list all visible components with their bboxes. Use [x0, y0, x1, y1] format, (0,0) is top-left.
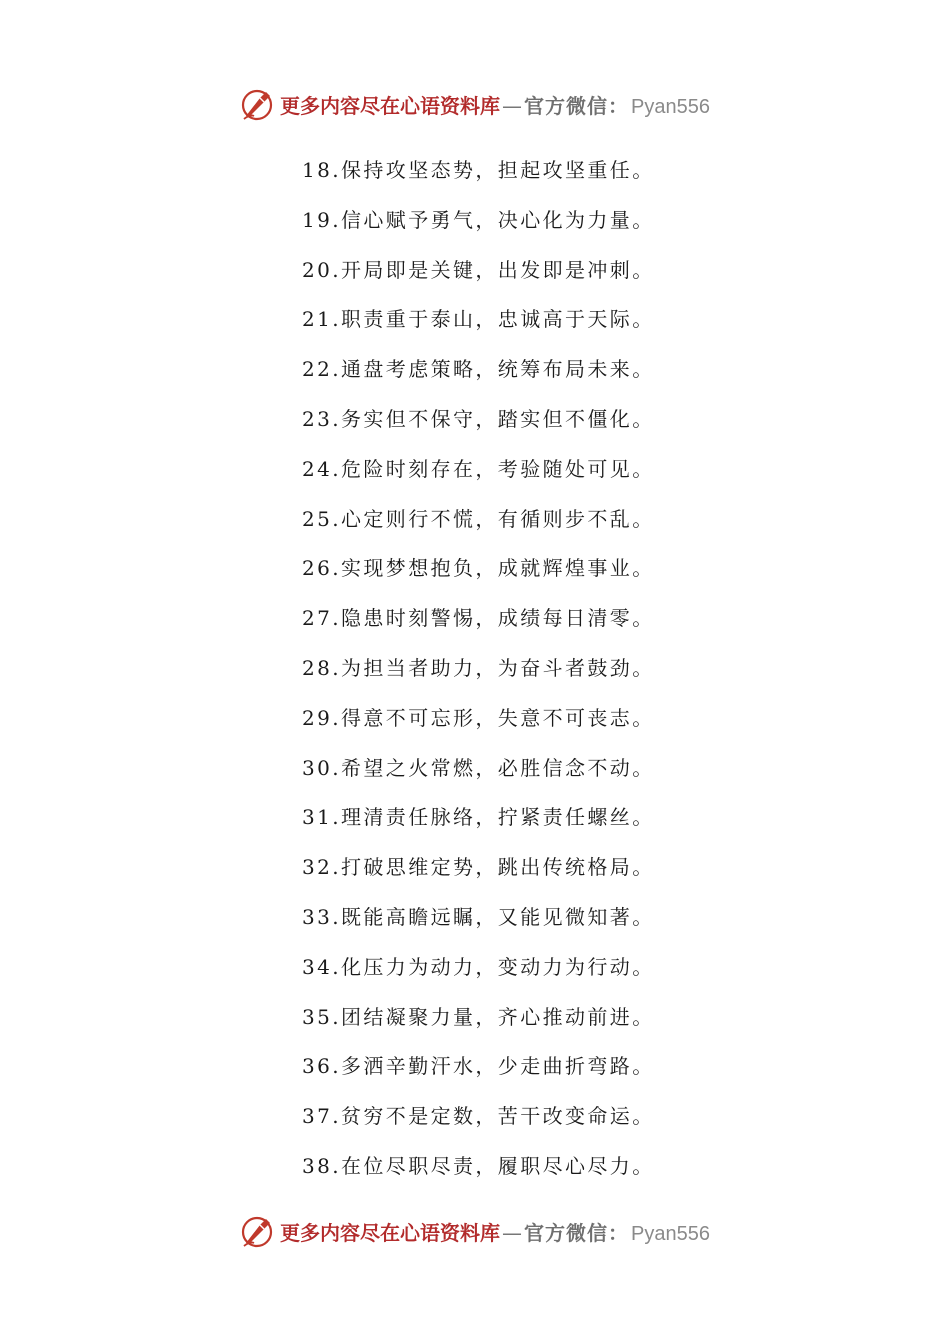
list-item: 35.团结凝聚力量，齐心推动前进。 [302, 1004, 655, 1029]
footer-banner-text [280, 1217, 710, 1246]
footer-banner [0, 1211, 950, 1251]
list-item: 34.化压力为动力，变动力为行动。 [302, 954, 655, 979]
list-item: 29.得意不可忘形，失意不可丧志。 [302, 705, 655, 730]
header-banner-text [280, 90, 710, 119]
list-item: 24.危险时刻存在，考验随处可见。 [302, 456, 655, 481]
list-item: 20.开局即是关键，出发即是冲刺。 [302, 257, 655, 282]
list-item: 38.在位尽职尽责，履职尽心尽力。 [302, 1153, 655, 1178]
list-item: 21.职责重于泰山，忠诚高于天际。 [302, 307, 655, 332]
banner-main-text: 更多内容尽在心语资料库 [280, 1220, 501, 1245]
footer-banner-inner [240, 1213, 710, 1249]
banner-wechat-id: Pyan556 [631, 1222, 710, 1245]
banner-wechat-id: Pyan556 [631, 95, 710, 118]
pen-logo-icon [240, 86, 276, 122]
list-item: 25.心定则行不慌，有循则步不乱。 [302, 506, 655, 531]
banner-label-text: 官方微信： [524, 93, 630, 118]
list-item: 23.务实但不保守，踏实但不僵化。 [302, 406, 655, 431]
banner-dash: — [502, 93, 523, 118]
list-item: 30.希望之火常燃，必胜信念不动。 [302, 755, 655, 780]
banner-main-text: 更多内容尽在心语资料库 [280, 93, 501, 118]
list-item: 28.为担当者助力，为奋斗者鼓劲。 [302, 655, 655, 680]
pen-logo-icon [240, 1213, 276, 1249]
list-item: 22.通盘考虑策略，统筹布局未来。 [302, 357, 655, 382]
header-banner [0, 84, 950, 124]
list-item: 18.保持攻坚态势，担起攻坚重任。 [302, 158, 655, 182]
banner-label-text: 官方微信： [524, 1220, 630, 1245]
list-item: 37.贫穷不是定数，苦干改变命运。 [302, 1104, 655, 1129]
header-banner-inner [240, 86, 710, 122]
list-item: 27.隐患时刻警惕，成绩每日清零。 [302, 606, 655, 631]
list-item: 36.多洒辛勤汗水，少走曲折弯路。 [302, 1054, 655, 1079]
list-item: 32.打破思维定势，跳出传统格局。 [302, 855, 655, 880]
banner-dash: — [502, 1220, 523, 1245]
list-item: 33.既能高瞻远瞩，又能见微知著。 [302, 904, 655, 929]
list-item: 19.信心赋予勇气，决心化为力量。 [302, 207, 655, 232]
slogan-list [302, 150, 722, 1196]
list-item: 26.实现梦想抱负，成就辉煌事业。 [302, 556, 655, 581]
list-item: 31.理清责任脉络，拧紧责任螺丝。 [302, 805, 655, 830]
